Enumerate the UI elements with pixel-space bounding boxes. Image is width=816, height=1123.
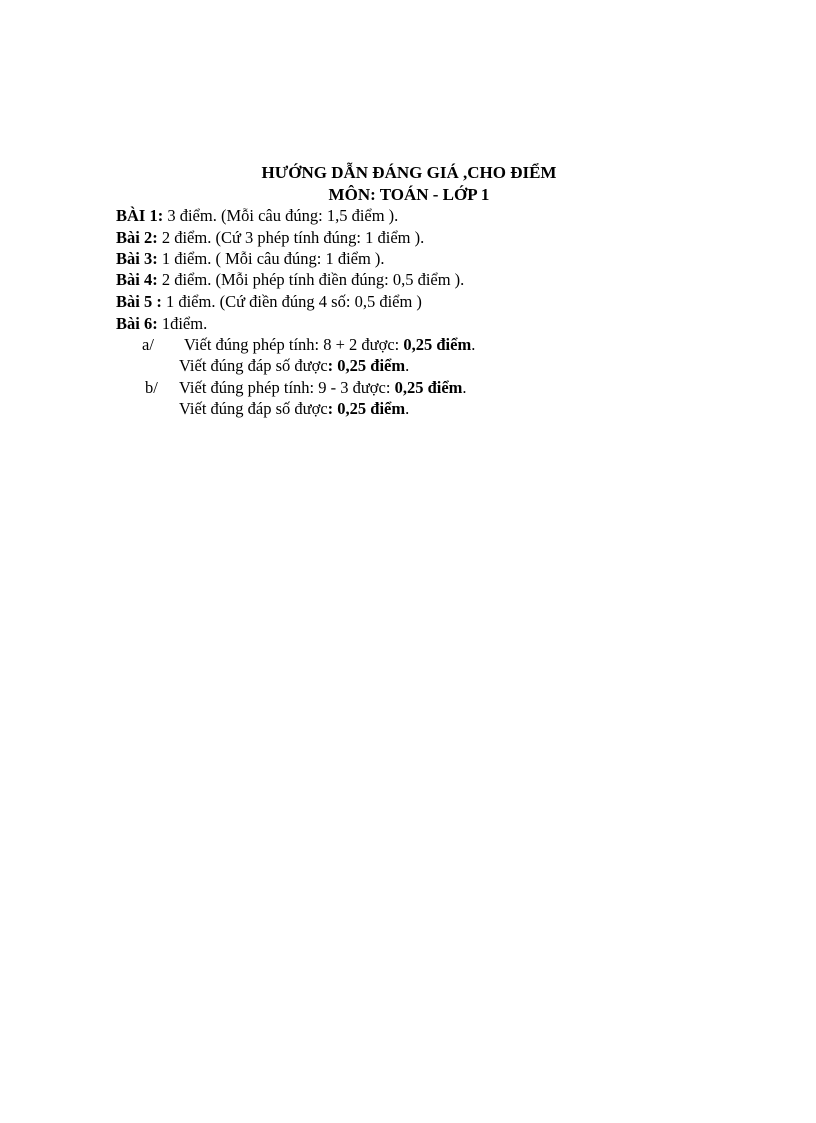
item-text: 2 điểm. (Mỗi phép tính điền đúng: 0,5 điểm ). xyxy=(157,270,465,289)
grading-item-5 xyxy=(116,291,422,312)
part-b-line-1 xyxy=(179,377,467,398)
part-b-answer-points: : 0,25 điểm xyxy=(327,399,406,418)
part-a-line-2 xyxy=(179,355,409,376)
item-text: 3 điểm. (Mỗi câu đúng: 1,5 điểm ). xyxy=(163,206,399,225)
part-a-answer-points: : 0,25 điểm xyxy=(327,356,406,375)
part-b-answer-text: Viết đúng đáp số được xyxy=(179,399,328,418)
part-a-calc-points: 0,25 điểm xyxy=(403,335,472,354)
period: . xyxy=(405,399,410,418)
part-b-calc-text: Viết đúng phép tính: 9 - 3 được: xyxy=(179,378,395,397)
part-a-answer-text: Viết đúng đáp số được xyxy=(179,356,328,375)
document-title: HƯỚNG DẪN ĐÁNG GIÁ ,CHO ĐIỂM xyxy=(261,163,557,182)
item-text: 2 điểm. (Cứ 3 phép tính đúng: 1 điểm ). xyxy=(157,228,425,247)
part-b-marker: b/ xyxy=(145,378,158,397)
item-label: BÀI 1: xyxy=(116,206,164,225)
item-label: Bài 5 : xyxy=(116,292,162,311)
item-text: 1 điểm. (Cứ điền đúng 4 số: 0,5 điểm ) xyxy=(161,292,422,311)
item-label: Bài 4: xyxy=(116,270,158,289)
part-a-marker: a/ xyxy=(142,335,154,354)
item-label: Bài 6: xyxy=(116,314,158,333)
document-subject: MÔN: TOÁN - LỚP 1 xyxy=(328,185,490,204)
period: . xyxy=(471,335,476,354)
item-label: Bài 2: xyxy=(116,228,158,247)
grading-item-2 xyxy=(116,227,424,248)
grading-item-4 xyxy=(116,269,464,290)
period: . xyxy=(405,356,410,375)
part-a-calc-text: Viết đúng phép tính: 8 + 2 được: xyxy=(184,335,404,354)
grading-item-6 xyxy=(116,313,207,334)
item-text: 1 điểm. ( Mỗi câu đúng: 1 điểm ). xyxy=(157,249,385,268)
item-label: Bài 3: xyxy=(116,249,158,268)
item-text: 1điểm. xyxy=(157,314,208,333)
period: . xyxy=(462,378,467,397)
grading-item-3 xyxy=(116,248,385,269)
part-b-line-2 xyxy=(179,398,409,419)
part-b-calc-points: 0,25 điểm xyxy=(394,378,463,397)
grading-item-1 xyxy=(116,205,398,226)
part-a-line-1 xyxy=(184,334,475,355)
